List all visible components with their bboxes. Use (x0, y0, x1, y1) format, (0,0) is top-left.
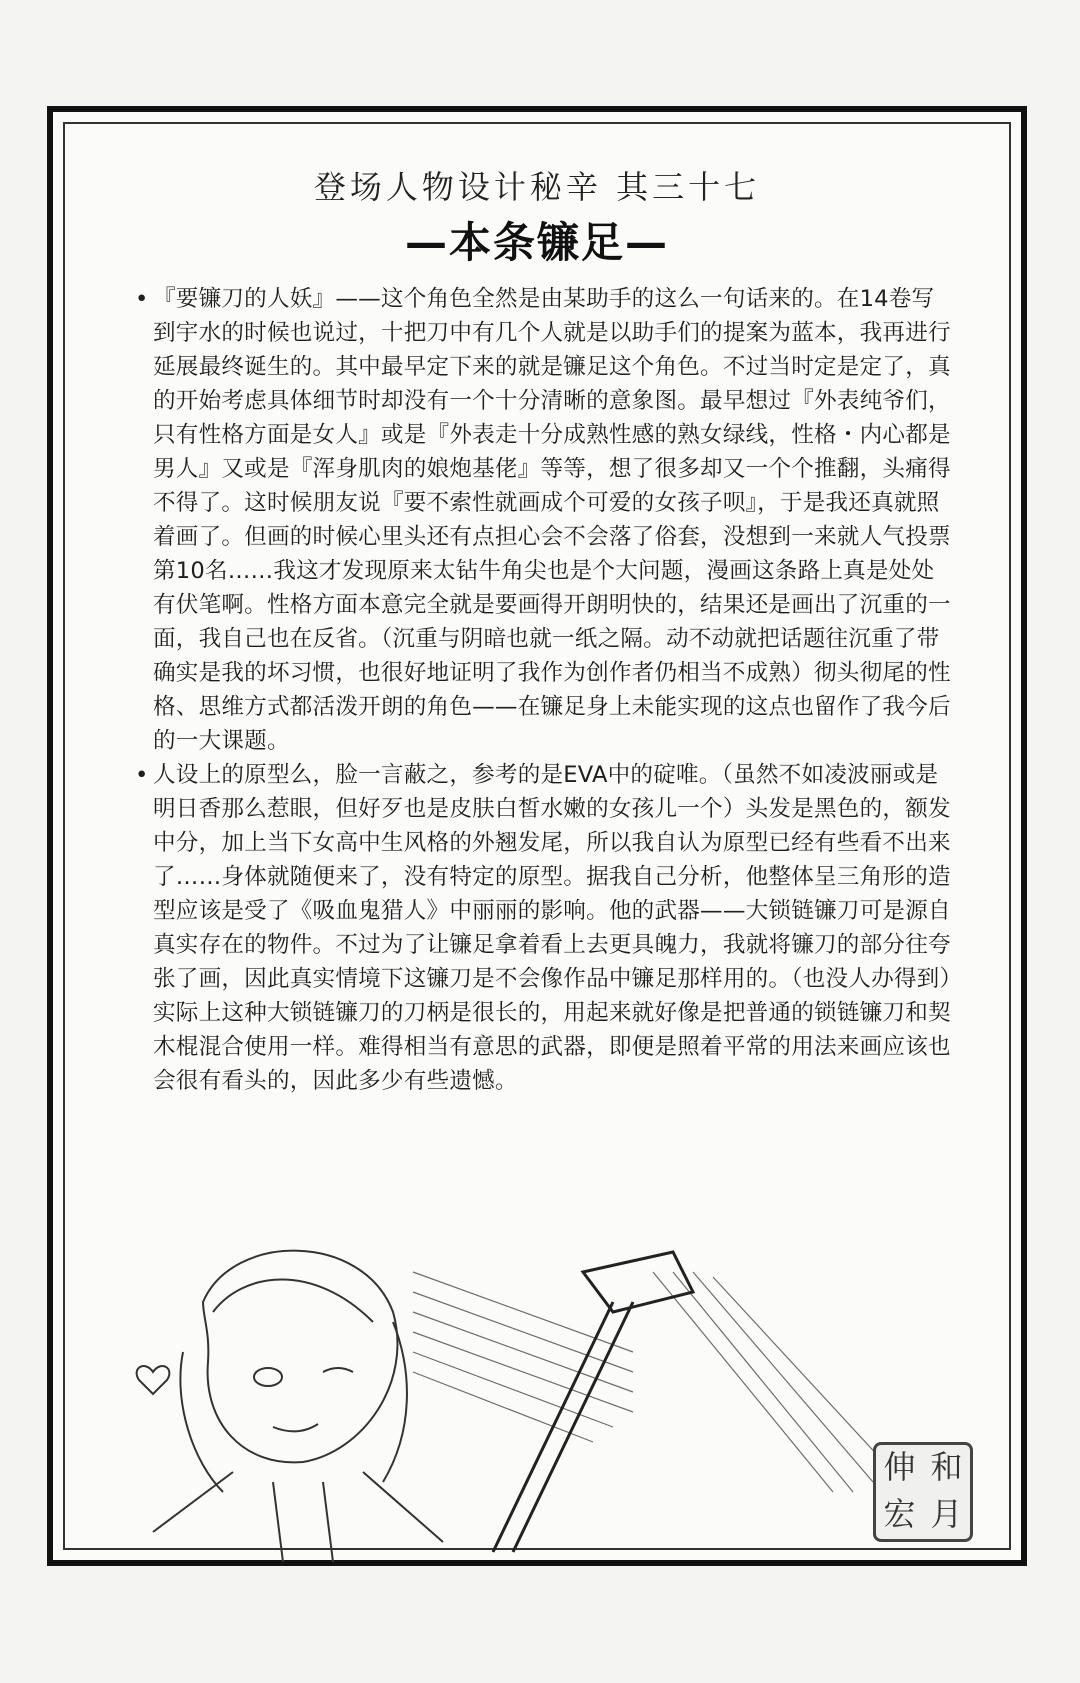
seal-char: 宏 (883, 1495, 916, 1533)
paragraph-1 (135, 282, 955, 758)
bullet-icon: • (135, 762, 149, 788)
seal-char: 和 (930, 1448, 963, 1486)
body-text (135, 282, 955, 1098)
seal-char: 伸 (883, 1448, 916, 1486)
bullet-icon: • (135, 286, 149, 312)
page-frame (47, 106, 1027, 1566)
page-subtitle: —本条镰足— (404, 218, 669, 267)
paragraph-1-text: 『要镰刀的人妖』——这个角色全然是由某助手的这么一句话来的。在14卷写到宇水的时候也说过，十把刀中有几个人就是以助手们的提案为蓝本，我再进行延展最终诞生的。其中最早定下来的就是镰足这个角色。不过当时定是定了，真的开始考虑具体细节时却没有一个十分清晰的意象图。最早想过『外表纯爷们，只有性格方面是女人』或是『外表走十分成熟性感的熟女绿线，性格・内心都是男人』又或是『浑身肌肉的娘炮基佬』等等，想了很多却又一个个推翻，头痛得不得了。这时候朋友说『要不索性就画成个可爱的女孩子呗』，于是我还真就照着画了。但画的时候心里头还有点担心会不会落了俗套，没想到一来就人气投票第10名……我这才发现原来太钻牛角尖也是个大问题，漫画这条路上真是处处有伏笔啊。性格方面本意完全就是要画得开朗明快的，结果还是画出了沉重的一面，我自己也在反省。（沉重与阴暗也就一纸之隔。动不动就把话题往沉重了带确实是我的坏习惯，也很好地证明了我作为创作者仍相当不成熟）彻头彻尾的性格、思维方式都活泼开朗的角色——在镰足身上未能实现的这点也留作了我今后的一大课题。 (153, 286, 951, 754)
seal-char: 月 (930, 1495, 963, 1533)
paragraph-2 (135, 758, 955, 1098)
character-sketch (113, 1232, 973, 1562)
artist-seal (873, 1442, 973, 1542)
paragraph-2-text: 人设上的原型么，脸一言蔽之，参考的是EVA中的碇唯。（虽然不如凌波丽或是明日香那么惹眼，但好歹也是皮肤白皙水嫩的女孩儿一个）头发是黑色的，额发中分，加上当下女高中生风格的外翘发尾，所以我自认为原型已经有些看不出来了……身体就随便来了，没有特定的原型。据我自己分析，他整体呈三角形的造型应该是受了《吸血鬼猎人》中丽丽的影响。他的武器——大锁链镰刀可是源自真实存在的物件。不过为了让镰足拿着看上去更具魄力，我就将镰刀的部分往夸张了画，因此真实情境下这镰刀是不会像作品中镰足那样用的。（也没人办得到）实际上这种大锁链镰刀的刀柄是很长的，用起来就好像是把普通的锁链镰刀和契木棍混合使用一样。难得相当有意思的武器，即便是照着平常的用法来画应该也会很有看头的，因此多少有些遗憾。 (153, 762, 951, 1094)
page-title: 登场人物设计秘辛 其三十七 (313, 168, 761, 206)
